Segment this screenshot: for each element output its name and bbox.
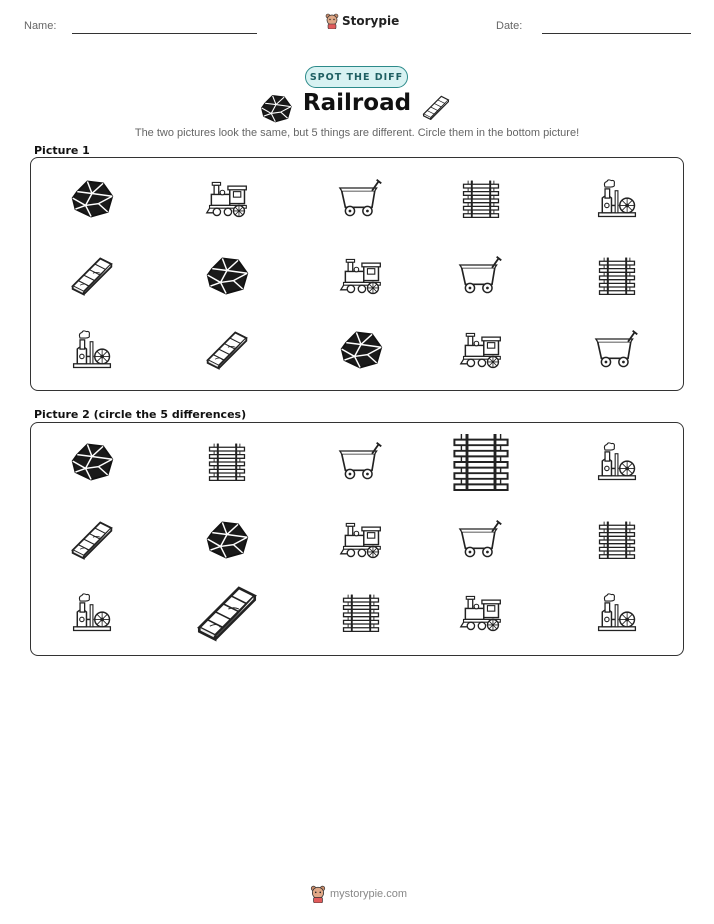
name-line[interactable] xyxy=(72,33,257,34)
cart-icon[interactable] xyxy=(594,327,640,377)
date-line[interactable] xyxy=(542,33,691,34)
coal-icon xyxy=(259,93,293,127)
footer xyxy=(310,885,407,903)
plank-icon xyxy=(421,94,451,124)
train-icon[interactable] xyxy=(458,327,504,377)
date-label: Date: xyxy=(496,20,523,32)
track-icon[interactable] xyxy=(446,427,516,501)
footer-url[interactable]: mystorypie.com xyxy=(330,888,408,900)
track-icon[interactable] xyxy=(338,590,384,640)
cart-icon[interactable] xyxy=(458,517,504,567)
train-icon[interactable] xyxy=(338,517,384,567)
picture-1-label: Picture 1 xyxy=(34,144,90,157)
bear-icon xyxy=(325,13,339,29)
coal-icon[interactable] xyxy=(204,517,250,567)
plank-icon[interactable] xyxy=(69,253,115,303)
picture-2-label: Picture 2 (circle the 5 differences) xyxy=(34,408,247,421)
steam-engine-icon[interactable] xyxy=(594,176,640,226)
steam-engine-icon[interactable] xyxy=(69,327,115,377)
track-icon[interactable] xyxy=(204,439,250,489)
train-icon[interactable] xyxy=(204,176,250,226)
brand-name: Storypie xyxy=(342,14,400,28)
plank-icon[interactable] xyxy=(194,580,260,650)
storypie-logo xyxy=(325,13,399,29)
steam-engine-icon[interactable] xyxy=(594,590,640,640)
train-icon[interactable] xyxy=(458,590,504,640)
page-title: Railroad xyxy=(302,90,412,116)
cart-icon[interactable] xyxy=(338,439,384,489)
spot-the-diff-badge: SPOT THE DIFF xyxy=(305,66,408,88)
coal-icon[interactable] xyxy=(69,176,115,226)
steam-engine-icon[interactable] xyxy=(594,439,640,489)
instructions: The two pictures look the same, but 5 things are different. Circle them in the bottom picture! xyxy=(134,127,580,139)
track-icon[interactable] xyxy=(594,253,640,303)
plank-icon[interactable] xyxy=(69,517,115,567)
plank-icon[interactable] xyxy=(204,327,250,377)
bear-icon xyxy=(310,885,326,903)
steam-engine-icon[interactable] xyxy=(69,590,115,640)
track-icon[interactable] xyxy=(458,176,504,226)
coal-icon[interactable] xyxy=(204,253,250,303)
track-icon[interactable] xyxy=(594,517,640,567)
cart-icon[interactable] xyxy=(458,253,504,303)
train-icon[interactable] xyxy=(338,253,384,303)
cart-icon[interactable] xyxy=(338,176,384,226)
coal-icon[interactable] xyxy=(69,439,115,489)
name-label: Name: xyxy=(24,20,57,32)
coal-icon[interactable] xyxy=(338,327,384,377)
